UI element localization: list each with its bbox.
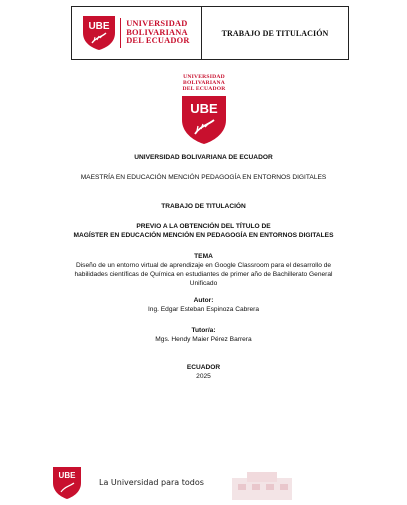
building-watermark-icon <box>202 470 322 500</box>
tema-label: TEMA <box>194 253 213 260</box>
header-university-name: UNIVERSIDAD BOLIVARIANA DEL ECUADOR <box>126 19 190 46</box>
center-university-name: UNIVERSIDAD BOLIVARIANA DEL ECUADOR <box>182 74 226 92</box>
country: ECUADOR <box>186 364 221 371</box>
university-heading: UNIVERSIDAD BOLIVARIANA DE ECUADOR <box>134 154 273 161</box>
header-logo <box>72 7 202 59</box>
tutor-name: Mgs. Hendy Maier Pérez Barrera <box>155 336 252 343</box>
author-name: Ing. Edgar Esteban Espinoza Cabrera <box>147 306 260 313</box>
ube-shield-icon <box>52 466 82 500</box>
program-name: MAESTRÍA EN EDUCACIÓN MENCIÓN PEDAGOGÍA EN ENTORNOS DIGITALES <box>80 174 327 181</box>
year: 2025 <box>196 373 211 380</box>
footer <box>52 466 352 502</box>
svg-text:UBE: UBE <box>88 21 110 32</box>
ube-shield-icon <box>82 15 116 51</box>
degree-line-1: PREVIO A LA OBTENCIÓN DEL TÍTULO DE <box>136 223 271 230</box>
center-logo <box>174 74 234 150</box>
tema-line: Unificado <box>189 280 218 287</box>
svg-text:UBE: UBE <box>58 471 76 480</box>
header-box <box>71 6 349 60</box>
header-divider <box>120 18 121 48</box>
header-title: TRABAJO DE TITULACIÓN <box>221 28 329 38</box>
ube-shield-icon <box>181 95 227 145</box>
tema-line: Diseño de un entorno virtual de aprendizaje en Google Classroom para el desarrollo de <box>75 262 332 269</box>
footer-slogan: La Universidad para todos <box>99 478 204 487</box>
author-label: Autor: <box>193 297 214 304</box>
tutor-label: Tutor/a: <box>191 327 216 334</box>
tema-line: habilidades científicas de Química en estudiantes de primer año de Bachillerato General <box>74 271 333 278</box>
work-type: TRABAJO DE TITULACIÓN <box>161 203 246 210</box>
svg-text:UBE: UBE <box>190 101 218 116</box>
degree-line-2: MAGÍSTER EN EDUCACIÓN MENCIÓN EN PEDAGOGÍA EN ENTORNOS DIGITALES <box>73 232 334 239</box>
